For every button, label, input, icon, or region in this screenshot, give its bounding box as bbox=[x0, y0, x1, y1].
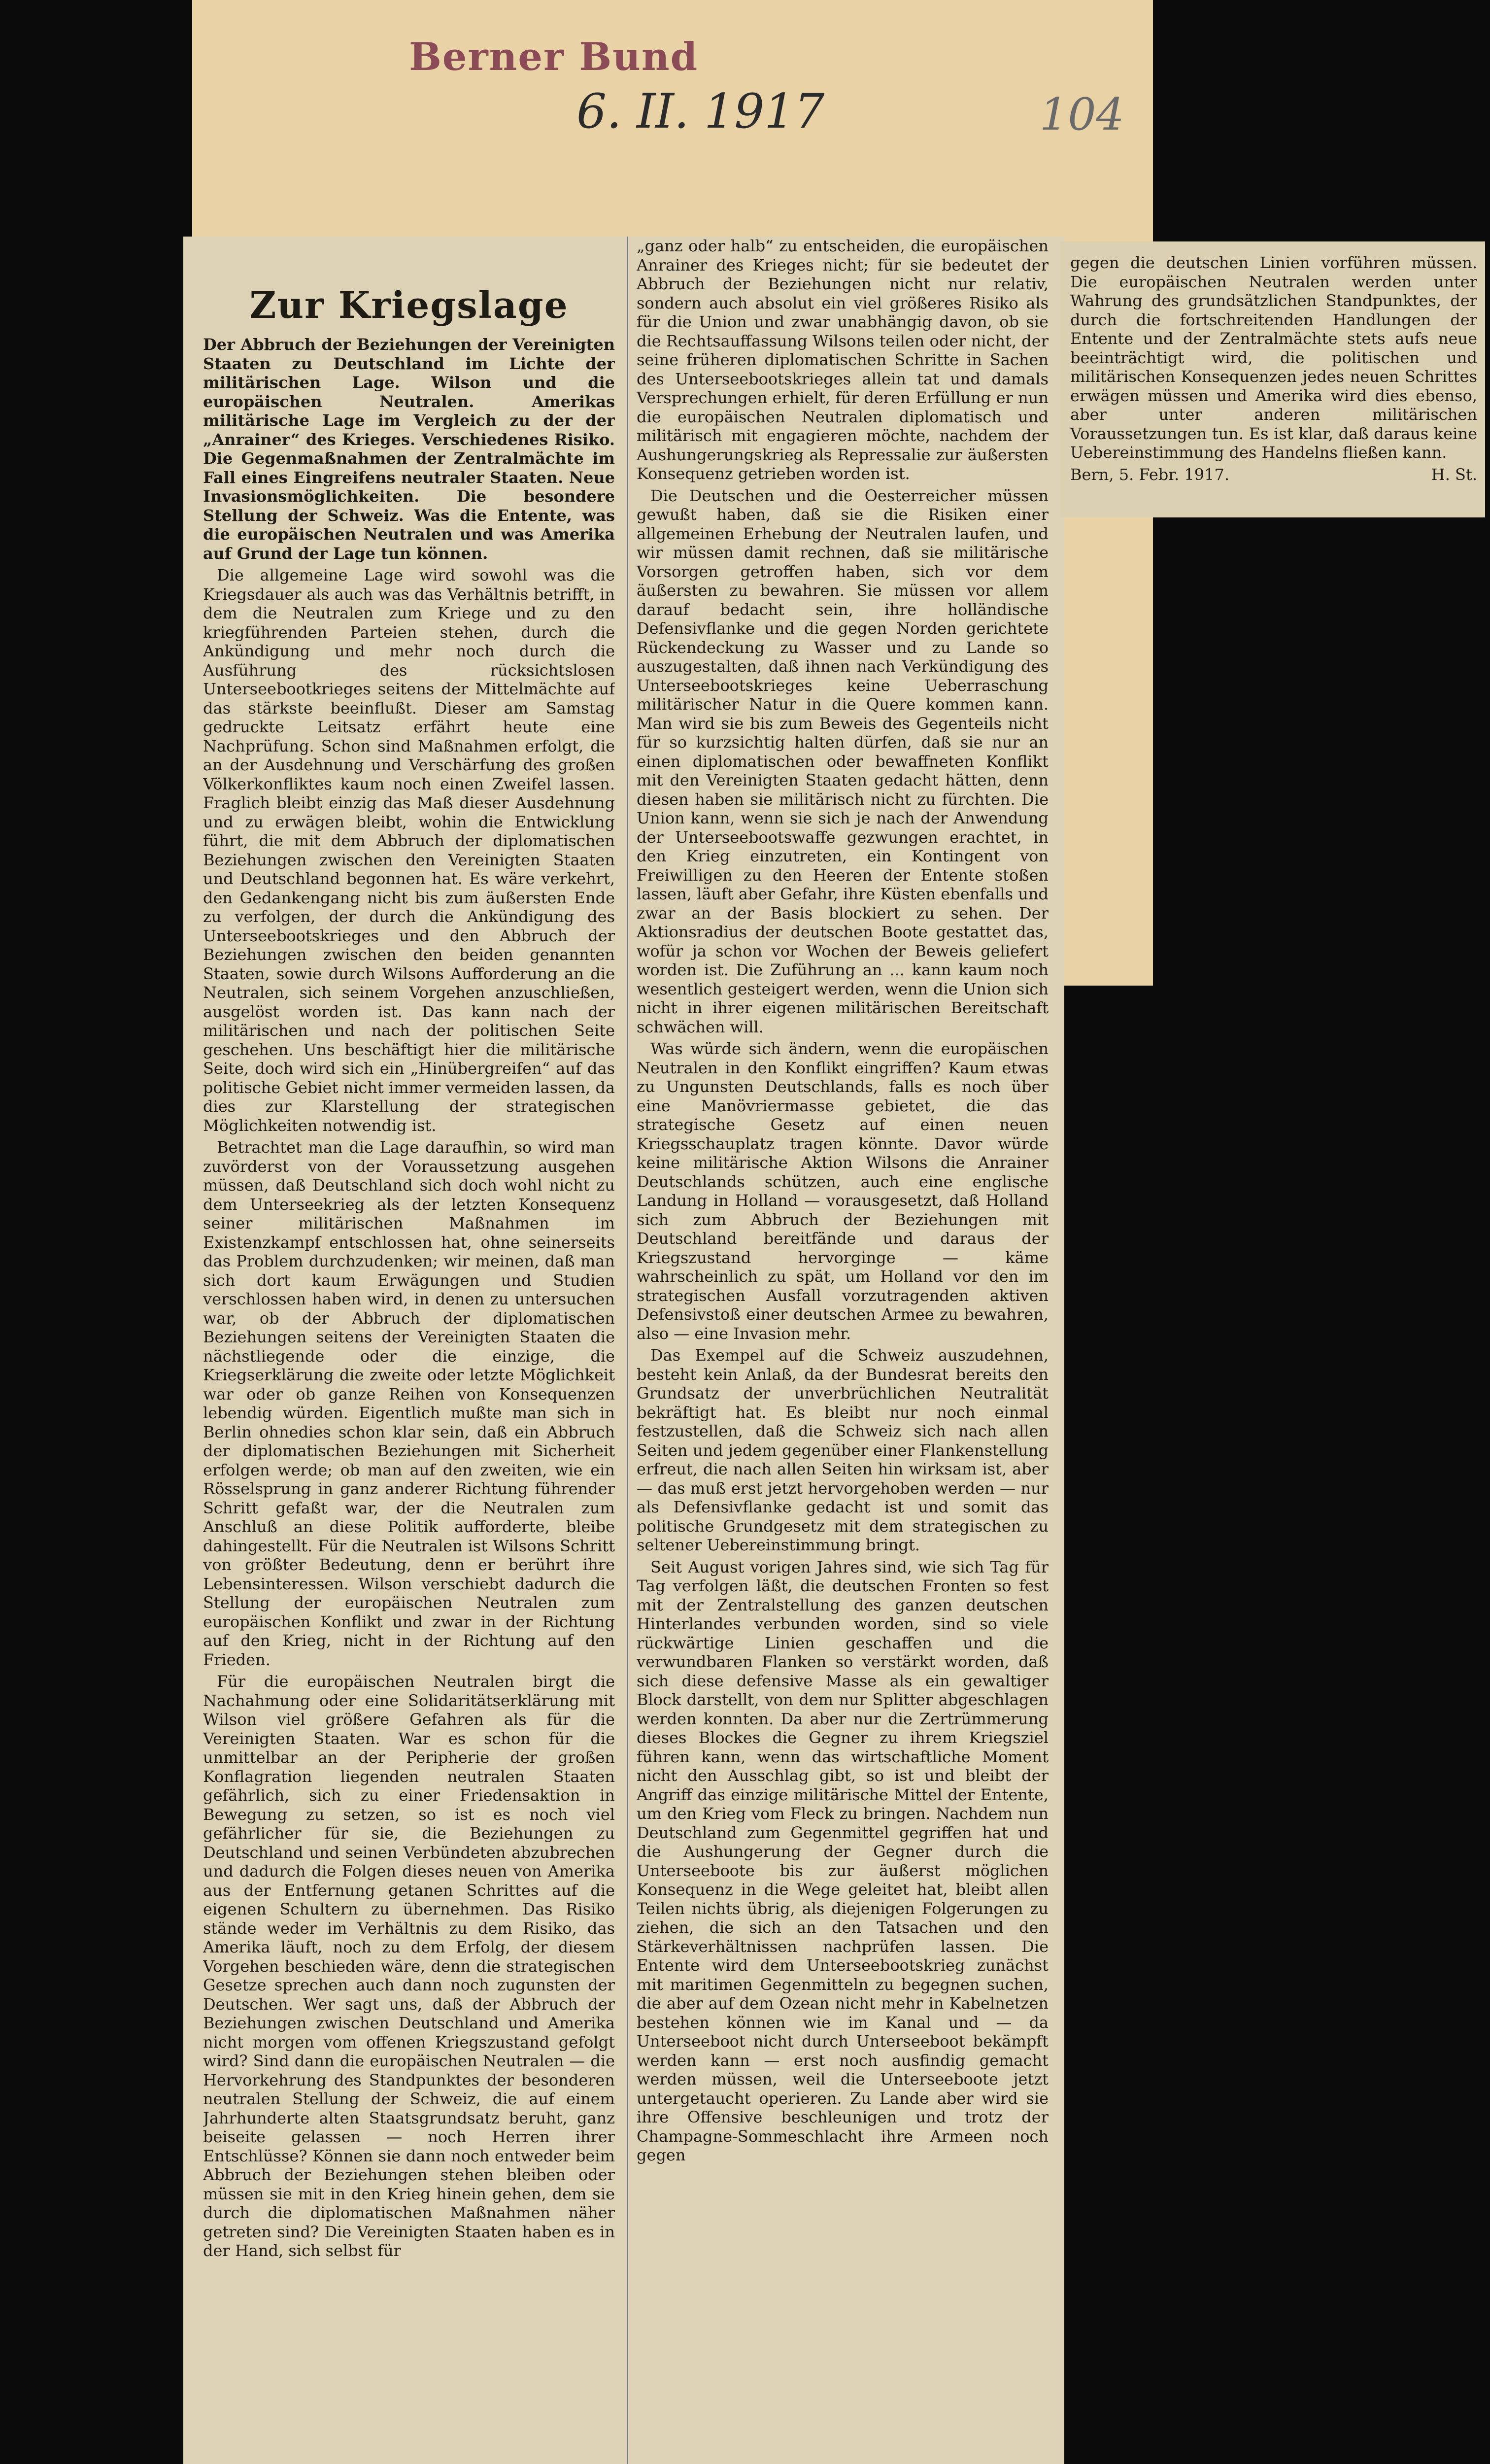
handwritten-date: 6. II. 1917 bbox=[576, 84, 825, 139]
paragraph: Die allgemeine Lage wird sowohl was die Kriegsdauer als auch was das Verhältnis betrifft, in dem die Neutralen zum Kriege und zu den kriegführenden Parteien stehen, durch die Ankündigung und mehr noch durch die Ausführung des rücksichtslosen Unterseebootkrieges seitens der Mittelmächte auf das stärkste beeinflußt. Dieser am Samstag gedruckte Leitsatz erfährt heute eine Nachprüfung. Schon sind Maßnahmen erfolgt, die an der Ausdehnung und Verschärfung des großen Völkerkonfliktes kaum noch einen Zweifel lassen. Fraglich bleibt einzig das Maß dieser Ausdehnung und zu erwägen bleibt, wohin die Entwicklung führt, die mit dem Abbruch der diplomatischen Beziehungen zwischen den Vereinigten Staaten und Deutschland begonnen hat. Es wäre verkehrt, den Gedankengang nicht bis zum äußersten Ende zu verfolgen, der durch die Ankündigung des Unterseebootskrieges und den Abbruch der Beziehungen zwischen den beiden genannten Staaten, sowie durch Wilsons Aufforderung an die Neutralen, sich seinem Vorgehen anzuschließen, ausgelöst worden ist. Das kann nach der militärischen und nach der politischen Seite geschehen. Uns beschäftigt hier die militärische Seite, doch wird sich ein „Hinübergreifen“ auf das politische Gebiet nicht immer vermeiden lassen, da dies zur Klarstellung der strategischen Möglichkeiten notwendig ist. bbox=[203, 566, 615, 1135]
clipping-continuation bbox=[1060, 241, 1485, 517]
newspaper-clipping bbox=[183, 237, 1064, 2464]
place-date: Bern, 5. Febr. 1917. bbox=[1070, 465, 1230, 484]
paragraph: Die Deutschen und die Oesterreicher müssen gewußt haben, daß sie die Risiken einer allgemeinen Erhebung der Neutralen laufen, und wir müssen damit rechnen, daß sie militärische Vorsorgen getroffen haben, sich vor dem äußersten zu bewahren. Sie müssen vor allem darauf bedacht sein, ihre holländische Defensivflanke und die gegen Norden gerichtete Rückendeckung zu Wasser und zu Lande so auszugestalten, daß ihnen nach Verkündigung des Unterseebootskrieges keine Ueberraschung militärischer Natur in die Quere kommen kann. Man wird sie bis zum Beweis des Gegenteils nicht für so kurzsichtig halten dürfen, daß sie nur an einen diplomatischen oder bewaffneten Konflikt mit den Vereinigten Staaten gedacht hätten, denn diesen haben sie militärisch nicht zu fürchten. Die Union kann, wenn sie sich je nach der Anwendung der Unterseebootswaffe gezwungen erachtet, in den Krieg einzutreten, ein Kontingent von Freiwilligen zu den Heeren der Entente stoßen lassen, läuft aber Gefahr, ihre Küsten ebenfalls und zwar an der Basis blockiert zu sehen. Der Aktionsradius der deutschen Boote gestattet das, wofür ja schon vor Wochen der Beweis geliefert worden ist. Die Zuführung an ... kann kaum noch wesentlich gesteigert werden, wenn die Union sich nicht in ihrer eigenen militärischen Bereitschaft schwächen will. bbox=[637, 486, 1049, 1036]
paragraph: Für die europäischen Neutralen birgt die Nachahmung oder eine Solidaritätserklärung mit Wilson viel größere Gefahren als für die Vereinigten Staaten. War es schon für die unmittelbar an der Peripherie der großen Konflagration liegenden neutralen Staaten gefährlich, sich zu einer Friedensaktion in Bewegung zu setzen, so ist es noch viel gefährlicher für sie, die Beziehungen zu Deutschland und seinen Verbündeten abzubrechen und dadurch die Folgen dieses neuen von Amerika aus der Entfernung getanen Schrittes auf die eigenen Schultern zu übernehmen. Das Risiko stände weder im Verhältnis zu dem Risiko, das Amerika läuft, noch zu dem Erfolg, der diesem Vorgehen beschieden wäre, denn die strategischen Gesetze sprechen auch dann noch zugunsten der Deutschen. Wer sagt uns, daß der Abbruch der Beziehungen zwischen Deutschland und Amerika nicht morgen vom offenen Kriegszustand gefolgt wird? Sind dann die europäischen Neutralen — die Hervorkehrung des Standpunktes der besonderen neutralen Stellung der Schweiz, die auf einem Jahrhunderte alten Staatsgrundsatz beruht, ganz beiseite gelassen — noch Herren ihrer Entschlüsse? Können sie dann noch entweder beim Abbruch der Beziehungen stehen bleiben oder müssen sie mit in den Krieg hinein gehen, dem sie durch die diplomatischen Maßnahmen näher getreten sind? Die Vereinigten Staaten haben es in der Hand, sich selbst für bbox=[203, 1672, 615, 2260]
article-title: Zur Kriegslage bbox=[249, 284, 569, 327]
archive-stamp: Berner Bund bbox=[409, 34, 699, 79]
author-initials: H. St. bbox=[1431, 465, 1477, 484]
paragraph: Was würde sich ändern, wenn die europäischen Neutralen in den Konflikt eingriffen? Kaum etwas zu Ungunsten Deutschlands, falls es noch über eine Manövriermasse gebietet, die das strategische Gesetz auf einen neuen Kriegsschauplatz tragen könnte. Davor würde keine militärische Aktion Wilsons die Anrainer Deutschlands schützen, auch eine englische Landung in Holland — vorausgesetzt, daß Holland sich zum Abbruch der Beziehungen mit Deutschland bereitfände und daraus der Kriegszustand hervorginge — käme wahrscheinlich zu spät, um Holland vor den im strategischen Ausfall vorzutragenden aktiven Defensivstoß einer deutschen Armee zu bewahren, also — eine Invasion mehr. bbox=[637, 1039, 1049, 1343]
byline bbox=[1070, 465, 1477, 484]
paragraph: Betrachtet man die Lage daraufhin, so wird man zuvörderst von der Voraussetzung ausgehen müssen, daß Deutschland sich doch wohl nicht zu dem Unterseekrieg als der letzten Konsequenz seiner militärischen Maßnahmen im Existenzkampf entschlossen hat, ohne seinerseits das Problem durchzudenken; wir meinen, daß man sich dort kaum Erwägungen und Studien verschlossen haben wird, in denen zu untersuchen war, ob der Abbruch der diplomatischen Beziehungen seitens der Vereinigten Staaten die nächstliegende oder die einzige, die Kriegserklärung die zweite oder letzte Möglichkeit war oder ob ganze Reihen von Konsequenzen lebendig würden. Eigentlich mußte man sich in Berlin ohnedies schon klar sein, daß ein Abbruch der diplomatischen Beziehungen mit Sicherheit erfolgen werde; ob man auf den zweiten, wie ein Rösselsprung in ganz anderer Richtung führender Schritt gefaßt war, der die Neutralen zum Anschluß an diese Politik aufforderte, bleibe dahingestellt. Für die Neutralen ist Wilsons Schritt von größter Bedeutung, denn er berührt ihre Lebensinteressen. Wilson verschiebt dadurch die Stellung der europäischen Neutralen zum europäischen Konflikt und zwar in der Richtung auf den Krieg, nicht in der Richtung auf den Frieden. bbox=[203, 1138, 615, 1669]
column-divider bbox=[627, 237, 628, 2464]
column-3 bbox=[1070, 253, 1477, 484]
column-1 bbox=[203, 271, 615, 2464]
lead-paragraph: Der Abbruch der Beziehungen der Vereinigten Staaten zu Deutschland im Lichte der militärischen Lage. Wilson und die europäischen Neutralen. Amerikas militärische Lage im Vergleich zu der der „Anrainer“ des Krieges. Verschiedenes Risiko. Die Gegenmaßnahmen der Zentralmächte im Fall eines Eingreifens neutraler Staaten. Neue Invasionsmöglichkeiten. Die besondere Stellung der Schweiz. Was die Entente, was die europäischen Neutralen und was Amerika auf Grund der Lage tun können. bbox=[203, 335, 615, 563]
paragraph: gegen die deutschen Linien vorführen müssen. Die europäischen Neutralen werden unter Wahrung des grundsätzlichen Standpunktes, der durch die fortschreitenden Handlungen der Entente und der Zentralmächte stets aufs neue beeinträchtigt wird, die politischen und militärischen Konsequenzen jedes neuen Schrittes erwägen müssen und Amerika wird dies ebenso, aber unter anderen militärischen Voraussetzungen tun. Es ist klar, daß daraus keine Uebereinstimmung des Handelns fließen kann. bbox=[1070, 253, 1477, 462]
page-number: 104 bbox=[1040, 89, 1124, 140]
paragraph: Das Exempel auf die Schweiz auszudehnen, besteht kein Anlaß, da der Bundesrat bereits den Grundsatz der unverbrüchlichen Neutralität bekräftigt hat. Es bleibt nur noch einmal festzustellen, daß die Schweiz sich nach allen Seiten und jedem gegenüber einer Flankenstellung erfreut, die nach allen Seiten hin wirksam ist, aber — das muß erst jetzt hervorgehoben werden — nur als Defensivflanke gedacht ist und somit das politische Grundgesetz mit dem strategischen zu seltener Uebereinstimmung bringt. bbox=[637, 1346, 1049, 1554]
paragraph: Seit August vorigen Jahres sind, wie sich Tag für Tag verfolgen läßt, die deutschen Fronten so fest mit der Zentralstellung des ganzen deutschen Hinterlandes verbunden worden, sind so viele rückwärtige Linien geschaffen und die verwundbaren Flanken so verstärkt worden, daß sich diese defensive Masse als ein gewaltiger Block darstellt, von dem nur Splitter abgeschlagen werden konnten. Da aber nur die Zertrümmerung dieses Blockes die Gegner zu ihrem Kriegsziel führen kann, wenn das wirtschaftliche Moment nicht den Ausschlag gibt, so ist und bleibt der Angriff das einzige militärische Mittel der Entente, um den Krieg vom Fleck zu bringen. Nachdem nun Deutschland zum Gegenmittel gegriffen hat und die Aushungerung der Gegner durch die Unterseeboote bis zur äußerst möglichen Konsequenz in die Wege geleitet hat, bleibt allen Teilen nichts übrig, als diejenigen Folgerungen zu ziehen, die sich an den Tatsachen und den Stärkeverhältnissen nachprüfen lassen. Die Entente wird dem Unterseebootskrieg zunächst mit maritimen Gegenmitteln zu begegnen suchen, die aber auf dem Ozean nicht mehr in Kabelnetzen bestehen können wie im Kanal und — da Unterseeboot nicht durch Unterseeboot bekämpft werden kann — erst noch ausfindig gemacht werden müssen, weil die Unterseeboote jetzt untergetaucht operieren. Zu Lande aber wird sie ihre Offensive beschleunigen und trotz der Champagne-Sommeschlacht ihre Armeen noch gegen bbox=[637, 1557, 1049, 2164]
column-2 bbox=[637, 237, 1049, 2464]
paragraph: „ganz oder halb“ zu entscheiden, die europäischen Anrainer des Krieges nicht; für sie bedeutet der Abbruch der Beziehungen nicht nur relativ, sondern auch absolut ein viel größeres Risiko als für die Union und zwar unabhängig davon, ob sie die Rechtsauffassung Wilsons teilen oder nicht, der seine früheren diplomatischen Schritte in Sachen des Unterseebootskrieges allein tat und damals Versprechungen erhielt, für deren Erfüllung er nun die europäischen Neutralen diplomatisch und militärisch mit engagieren möchte, nachdem der Aushungerungskrieg als Repressalie zur äußersten Konsequenz getrieben worden ist. bbox=[637, 237, 1049, 483]
